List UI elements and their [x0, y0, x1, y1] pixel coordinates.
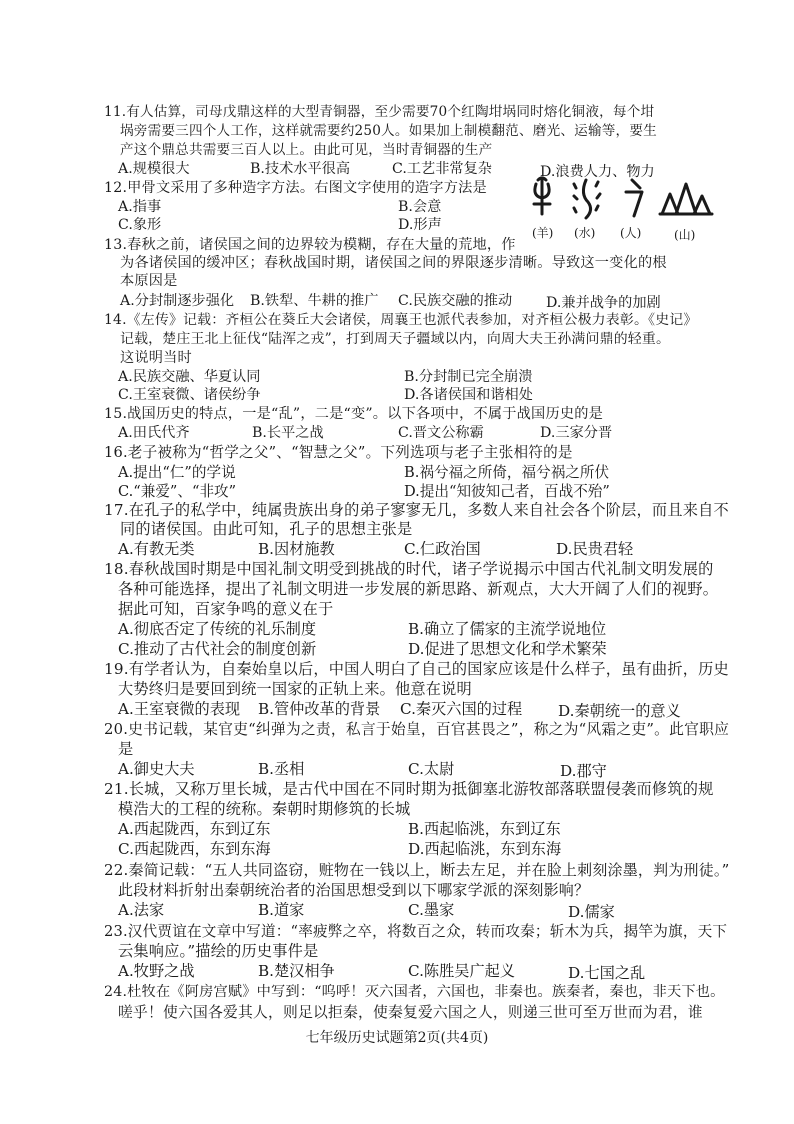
question-21-line-1: 21.长城，又称万里长城，是古代中国在不同时期为抵御塞北游牧部落联盟侵袭而修筑的规 — [104, 780, 714, 798]
option-a: A.分封制逐步强化 — [120, 293, 235, 309]
option-a: A.有教无类 — [118, 540, 195, 558]
option-b: B.技术水平很高 — [250, 161, 351, 177]
option-b: B.铁犁、牛耕的推广 — [250, 293, 379, 309]
option-a: A.指事 — [118, 199, 162, 215]
option-b: B.确立了儒家的主流学说地位 — [408, 620, 607, 638]
question-13-line-3: 本原因是 — [120, 273, 178, 289]
glyph-caption-mountain: (山) — [674, 228, 696, 242]
question-24-line-1: 24.杜牧在《阿房宫赋》中写到：“呜呼！灭六国者，六国也，非秦也。族秦者，秦也，非天下也。 — [104, 984, 725, 1000]
option-d: D.儒家 — [568, 903, 615, 921]
glyph-caption-sheep: (羊) — [532, 226, 554, 240]
option-d: D.形声 — [398, 217, 442, 233]
question-14-line-1: 14.《左传》记载：齐桓公在葵丘大会诸侯，周襄王也派代表参加，对齐桓公极力表彰。《史记》 — [104, 312, 698, 328]
question-22-line-2: 此段材料折射出秦朝统治者的治国思想受到以下哪家学派的深刻影响？ — [118, 881, 590, 899]
option-b: B.丞相 — [258, 760, 305, 778]
question-18-line-3: 据此可知，百家争鸣的意义在于 — [118, 600, 334, 618]
option-a: A.法家 — [118, 901, 165, 919]
option-a: A.彻底否定了传统的礼乐制度 — [118, 620, 317, 638]
option-d: D.三家分晋 — [540, 425, 613, 441]
page-footer: 七年级历史试题第2页(共4页) — [305, 1030, 489, 1046]
option-a: A.提出“仁”的学说 — [118, 464, 236, 481]
water-glyph-icon — [574, 180, 600, 218]
option-c: C.秦灭六国的过程 — [400, 700, 523, 718]
question-24-line-2: 嗟乎！使六国各爱其人，则足以拒秦，使秦复爱六国之人，则递三世可至万世而为君，谁 — [118, 1004, 703, 1021]
option-c: C.西起陇西，东到东海 — [118, 840, 271, 858]
option-c: C.墨家 — [408, 901, 455, 919]
option-d: D.各诸侯国和谐相处 — [404, 387, 533, 403]
option-c: C.太尉 — [408, 760, 455, 778]
sheep-glyph-icon — [534, 178, 550, 214]
option-d: D.民贵君轻 — [556, 540, 634, 558]
question-17-line-2: 同的诸侯国。由此可知，孔子的思想主张是 — [120, 520, 413, 538]
glyph-caption-water: (水) — [574, 226, 596, 240]
option-c: C.晋文公称霸 — [398, 425, 484, 441]
question-21-line-2: 模浩大的工程的统称。秦朝时期修筑的长城 — [118, 800, 411, 818]
question-18-line-2: 各种可能选择，提出了礼制文明进一步发展的新思路、新观点，大大开阔了人们的视野。 — [118, 580, 719, 598]
option-b: B.祸兮福之所倚，福兮祸之所伏 — [404, 464, 610, 481]
option-c: C.象形 — [118, 217, 162, 233]
question-11-line-2: 埚旁需要三四个人工作，这样就需要约250人。如果加上制模翻范、磨光、运输等，要生 — [120, 123, 657, 139]
option-c: C.民族交融的推动 — [398, 293, 513, 309]
option-d: D.兼并战争的加剧 — [546, 295, 661, 311]
question-12-line-1: 12.甲骨文采用了多种造字方法。右图文字使用的造字方法是 — [104, 180, 487, 196]
question-22-line-1: 22.秦简记载：“五人共同盗窃，赃物在一钱以上，断去左足，并在脸上刺刻涂墨，判为刑徒。” — [104, 861, 730, 879]
option-c: C.陈胜吴广起义 — [408, 962, 516, 980]
option-a: A.田氏代齐 — [118, 425, 190, 441]
option-d: D.七国之乱 — [568, 964, 646, 982]
option-b: B.因材施教 — [258, 540, 335, 558]
option-b: B.长平之战 — [252, 425, 324, 441]
mountain-glyph-icon — [660, 184, 712, 214]
question-17-line-1: 17.在孔子的私学中，纯属贵族出身的弟子寥寥无几，多数人来自社会各个阶层，而且来自不 — [104, 501, 729, 519]
question-11-line-3: 产这个鼎总共需要三百人以上。由此可见，当时青铜器的生产 — [120, 142, 493, 158]
option-b: B.分封制已完全崩溃 — [404, 369, 533, 385]
question-20-line-1: 20.史书记载，某官吏“纠弹为之责，私言于始皇，百官甚畏之”，称之为“风霜之吏”。此官职应 — [104, 721, 730, 738]
option-d: D.秦朝统一的意义 — [558, 702, 681, 720]
option-b: B.会意 — [398, 199, 442, 215]
question-23-line-2: 云集响应。”描绘的历史事件是 — [118, 942, 319, 960]
question-18-line-1: 18.春秋战国时期是中国礼制文明受到挑战的时代，诸子学说揭示中国古代礼制文明发展的 — [104, 560, 714, 578]
question-19-line-2: 大势终归是要回到统一国家的正轨上来。他意在说明 — [118, 680, 472, 698]
option-d: D.郡守 — [560, 762, 607, 780]
question-14-line-3: 这说明当时 — [120, 350, 192, 366]
option-d: D.西起临洮，东到东海 — [408, 840, 562, 858]
option-b: B.西起临洮，东到辽东 — [408, 820, 561, 838]
option-a: A.规模很大 — [118, 161, 190, 177]
option-c: C.工艺非常复杂 — [392, 161, 492, 177]
person-glyph-icon — [626, 180, 642, 216]
option-d: D.提出“知彼知己者，百战不殆” — [404, 483, 610, 500]
glyph-caption-person: (人) — [620, 226, 642, 240]
question-11-line-1: 11.有人估算，司母戊鼎这样的大型青铜器，至少需要70个红陶坩埚同时熔化铜液，每个坩 — [104, 104, 655, 120]
option-a: A.王室衰微的表现 — [118, 700, 241, 718]
option-d: D.浪费人力、物力 — [540, 164, 655, 180]
question-19-line-1: 19.有学者认为，自秦始皇以后，中国人明白了自己的国家应该是什么样子，虽有曲折，历史 — [104, 660, 729, 678]
option-c: C.仁政治国 — [404, 540, 481, 558]
oracle-bone-figure — [528, 174, 718, 244]
question-14-line-2: 记载，楚庄王北上征伐“陆浑之戎”，打到周天子疆域以内，向周大夫王孙满问鼎的轻重。 — [120, 331, 671, 347]
option-d: D.促进了思想文化和学术繁荣 — [408, 640, 607, 658]
question-23-line-1: 23.汉代贾谊在文章中写道：“率疲弊之卒，将数百之众，转而攻秦；斩木为兵，揭竿为旗，天下 — [104, 923, 728, 940]
option-c: C.王室衰微、诸侯纷争 — [118, 387, 261, 403]
option-b: B.楚汉相争 — [258, 962, 335, 980]
option-a: A.西起陇西，东到辽东 — [118, 820, 271, 838]
question-13-line-2: 为各诸侯国的缓冲区；春秋战国时期，诸侯国之间的界限逐步清晰。导致这一变化的根 — [120, 255, 667, 271]
question-16-line-1: 16.老子被称为“哲学之父”、“智慧之父”。下列选项与老子主张相符的是 — [104, 444, 573, 461]
option-b: B.管仲改革的背景 — [258, 700, 381, 718]
question-20-line-2: 是 — [118, 740, 134, 758]
option-a: A.御史大夫 — [118, 760, 195, 778]
option-c: C.“兼爱”、“非攻” — [118, 483, 237, 500]
question-13-line-1: 13.春秋之前，诸侯国之间的边界较为模糊，存在大量的荒地，作 — [104, 237, 516, 253]
option-a: A.牧野之战 — [118, 962, 195, 980]
oracle-bone-glyphs — [528, 174, 718, 222]
option-c: C.推动了古代社会的制度创新 — [118, 640, 317, 658]
question-15-line-1: 15.战国历史的特点，一是“乱”，二是“变”。以下各项中，不属于战国历史的是 — [104, 406, 603, 422]
option-b: B.道家 — [258, 901, 305, 919]
option-a: A.民族交融、华夏认同 — [118, 369, 261, 385]
